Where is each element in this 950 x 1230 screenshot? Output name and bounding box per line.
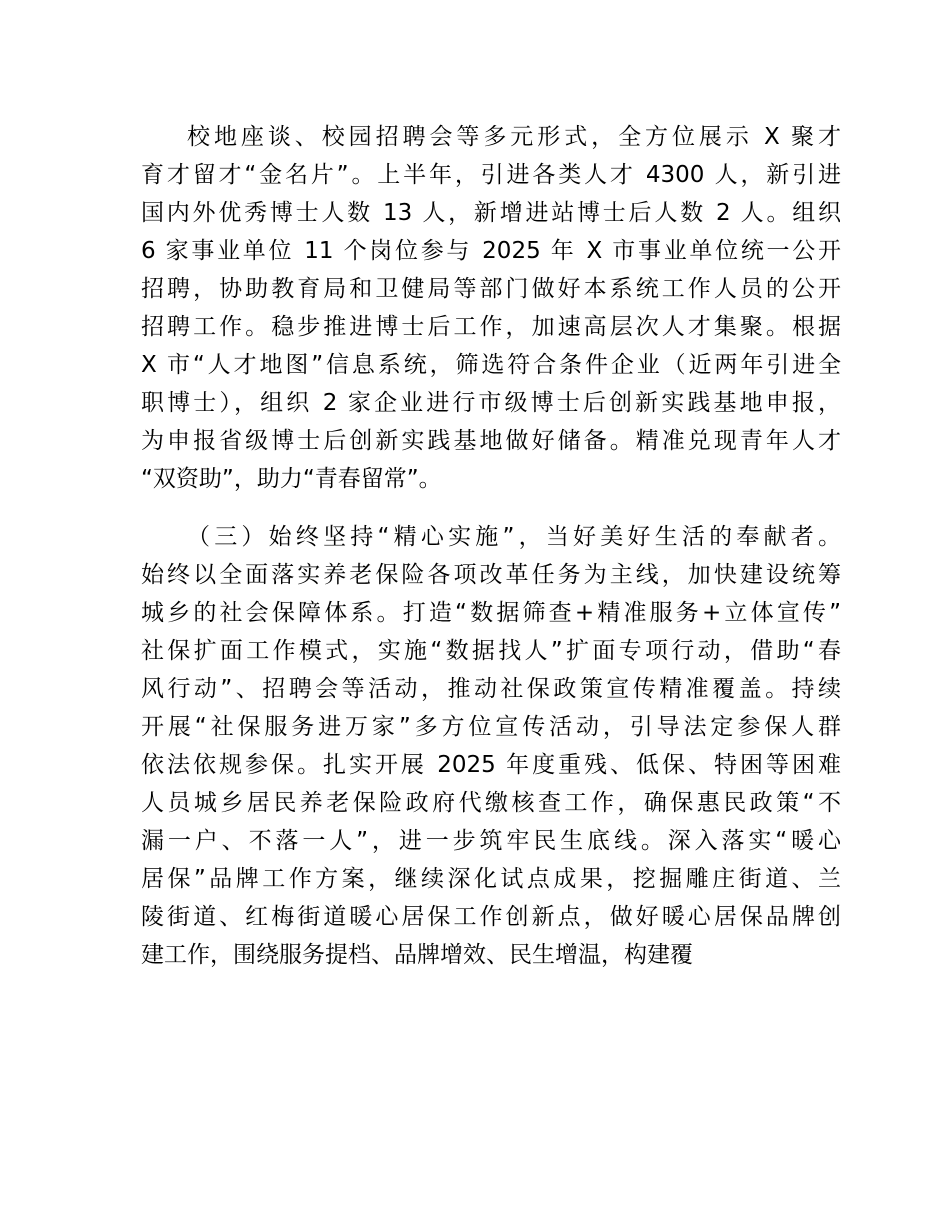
paragraph-1-line-6: 招聘工作。稳步推进博士后工作，加速高层次人才集聚。根据	[141, 314, 841, 340]
paragraph-1-line-2: 育才留才“金名片”。上半年，引进各类人才 4300 人，新引进	[141, 162, 841, 188]
paragraph-1-line-9: 为申报省级博士后创新实践基地做好储备。精准兑现青年人才	[141, 428, 841, 454]
paragraph-2-line-6: 开展“社保服务进万家”多方位宣传活动，引导法定参保人群	[141, 714, 841, 740]
paragraph-2-line-4: 社保扩面工作模式，实施“数据找人”扩面专项行动，借助“春	[141, 638, 841, 664]
paragraph-2-line-11: 陵街道、红梅街道暖心居保工作创新点，做好暖心居保品牌创	[141, 904, 841, 930]
paragraph-2-line-12: 建工作，围绕服务提档、品牌增效、民生增温，构建覆	[141, 942, 693, 968]
section-heading-three: （三）始终坚持“精心实施”，当好美好生活的奉献者。	[187, 524, 841, 550]
paragraph-2-line-9: 漏一户、不落一人”，进一步筑牢民生底线。深入落实“暖心	[141, 828, 841, 854]
paragraph-1-line-4: 6 家事业单位 11 个岗位参与 2025 年 X 市事业单位统一公开	[141, 238, 841, 264]
body-text	[141, 118, 841, 974]
paragraph-1-line-3: 国内外优秀博士人数 13 人，新增进站博士后人数 2 人。组织	[141, 200, 841, 226]
paragraph-1-line-5: 招聘，协助教育局和卫健局等部门做好本系统工作人员的公开	[141, 276, 841, 302]
paragraph-1-line-7: X 市“人才地图”信息系统，筛选符合条件企业（近两年引进全	[141, 352, 841, 378]
paragraph-2-line-3: 城乡的社会保障体系。打造“数据筛查+精准服务+立体宣传”	[141, 600, 841, 626]
paragraph-1-line-8: 职博士），组织 2 家企业进行市级博士后创新实践基地申报，	[141, 390, 841, 416]
paragraph-2-line-10: 居保”品牌工作方案，继续深化试点成果，挖掘雕庄街道、兰	[141, 866, 841, 892]
paragraph-2-line-8: 人员城乡居民养老保险政府代缴核查工作，确保惠民政策“不	[141, 790, 841, 816]
paragraph-2-line-7: 依法依规参保。扎实开展 2025 年度重残、低保、特困等困难	[141, 752, 841, 778]
paragraph-2-line-2: 始终以全面落实养老保险各项改革任务为主线，加快建设统筹	[141, 562, 841, 588]
paragraph-1-line-10: “双资助”，助力“青春留常”。	[141, 466, 442, 492]
paragraph-1-line-1: 校地座谈、校园招聘会等多元形式，全方位展示 X 聚才	[187, 124, 841, 150]
paragraph-2-line-5: 风行动”、招聘会等活动，推动社保政策宣传精准覆盖。持续	[141, 676, 841, 702]
